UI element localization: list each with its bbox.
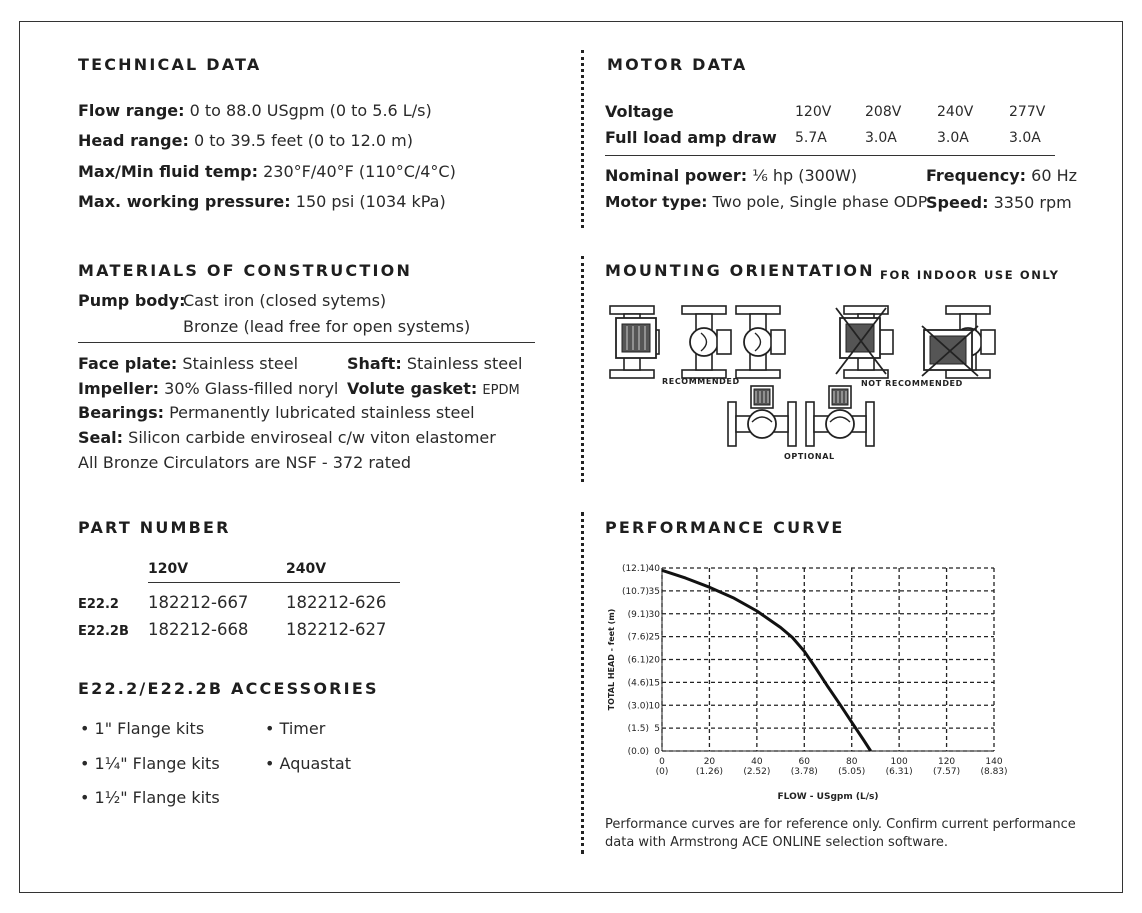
x-tick-label-metric: (8.83)	[980, 767, 1008, 777]
list-item: • Aquastat	[265, 754, 351, 773]
performance-footnote-2: data with Armstrong ACE ONLINE selection software.	[605, 835, 949, 850]
y-tick-label: 40	[648, 564, 660, 574]
technical-data-heading: TECHNICAL DATA	[78, 55, 262, 74]
seal-row: Seal: Silicon carbide enviroseal c/w viton elastomer	[78, 428, 496, 447]
y-tick-label: 20	[648, 655, 660, 666]
voltage-208: 208V	[865, 104, 902, 120]
y-tick-label-metric: (10.7)	[621, 586, 649, 597]
optional-caption: OPTIONAL	[784, 452, 835, 461]
x-tick-label: 120	[937, 757, 956, 767]
pump-body-label: Pump body:	[78, 291, 186, 310]
column-divider	[581, 256, 584, 482]
materials-divider	[78, 342, 535, 343]
face-plate-row: Face plate: Stainless steel	[78, 354, 299, 373]
indoor-use-note: FOR INDOOR USE ONLY	[880, 268, 1060, 282]
head-range-row: Head range: 0 to 39.5 feet (0 to 12.0 m)	[78, 131, 413, 150]
model-e22-2b: E22.2B	[78, 624, 129, 639]
x-tick-label: 100	[890, 757, 908, 767]
list-item: • 1" Flange kits	[80, 719, 205, 738]
nsf-rating: All Bronze Circulators are NSF - 372 rated	[78, 453, 411, 472]
y-tick-label-metric: (0.0)	[627, 747, 649, 757]
y-tick-label: 30	[648, 609, 660, 620]
list-item: • 1½" Flange kits	[80, 788, 220, 807]
recommended-caption: RECOMMENDED	[662, 377, 740, 386]
y-tick-label-metric: (9.1)	[627, 609, 649, 620]
col-header-240v: 240V	[286, 561, 327, 577]
x-tick-label-metric: (1.26)	[695, 767, 723, 777]
y-tick-label: 25	[648, 632, 660, 643]
x-tick-label: 140	[985, 757, 1003, 767]
pump-icon	[728, 386, 796, 446]
y-tick-label: 5	[654, 724, 660, 735]
x-tick-label: 40	[751, 757, 763, 767]
pump-icon	[682, 306, 731, 378]
pump-icon	[736, 306, 785, 378]
model-e22-2: E22.2	[78, 597, 119, 612]
x-tick-label: 60	[798, 757, 811, 767]
part-e22-2b-120v: 182212-668	[148, 620, 249, 639]
not-recommended-caption: NOT RECOMMENDED	[861, 379, 963, 388]
part-e22-2-240v: 182212-626	[286, 593, 387, 612]
performance-footnote-1: Performance curves are for reference only. Confirm current performance	[605, 817, 1076, 832]
y-tick-label-metric: (7.6)	[627, 632, 649, 643]
y-tick-label: 10	[648, 701, 660, 712]
x-tick-label-metric: (0)	[655, 767, 669, 777]
x-tick-label-metric: (7.57)	[933, 767, 961, 777]
speed-row: Speed: 3350 rpm	[926, 193, 1072, 212]
pump-icon	[610, 306, 659, 378]
accessories-heading: E22.2/E22.2B ACCESSORIES	[78, 679, 379, 698]
y-tick-label-metric: (6.1)	[627, 655, 649, 666]
x-tick-label: 80	[845, 757, 858, 767]
amp-120: 5.7A	[795, 130, 827, 146]
amp-draw-label: Full load amp draw	[605, 128, 777, 147]
pump-icon	[806, 386, 874, 446]
y-tick-label: 35	[648, 586, 660, 597]
y-tick-label-metric: (4.6)	[627, 678, 649, 689]
flow-range-row: Flow range: 0 to 88.0 USgpm (0 to 5.6 L/s)	[78, 101, 432, 120]
col-header-120v: 120V	[148, 561, 189, 577]
part-number-divider	[148, 582, 400, 583]
pump-body-bronze: Bronze (lead free for open systems)	[183, 317, 471, 336]
y-tick-label: 0	[654, 747, 660, 757]
frequency-row: Frequency: 60 Hz	[926, 166, 1078, 185]
x-tick-label: 20	[703, 757, 716, 767]
materials-heading: MATERIALS OF CONSTRUCTION	[78, 261, 413, 280]
voltage-label: Voltage	[605, 102, 674, 121]
amp-208: 3.0A	[865, 130, 897, 146]
mounting-heading: MOUNTING ORIENTATION	[605, 261, 875, 280]
pump-body-cast-iron: Cast iron (closed sytems)	[183, 291, 387, 310]
y-axis-title: TOTAL HEAD - feet (m)	[607, 608, 616, 711]
x-tick-label-metric: (2.52)	[743, 767, 771, 777]
x-tick-label-metric: (6.31)	[885, 767, 913, 777]
x-tick-label: 0	[659, 757, 665, 767]
column-divider	[581, 50, 584, 228]
motor-divider	[605, 155, 1055, 156]
column-divider	[581, 512, 584, 854]
voltage-120: 120V	[795, 104, 832, 120]
pump-icon	[840, 306, 893, 378]
bearings-row: Bearings: Permanently lubricated stainless steel	[78, 403, 475, 422]
part-e22-2b-240v: 182212-627	[286, 620, 387, 639]
performance-heading: PERFORMANCE CURVE	[605, 518, 845, 537]
list-item: • Timer	[265, 719, 326, 738]
voltage-240: 240V	[937, 104, 974, 120]
volute-gasket-row: Volute gasket: EPDM	[347, 379, 520, 398]
fluid-temp-row: Max/Min fluid temp: 230°F/40°F (110°C/4°C)	[78, 162, 456, 181]
part-number-heading: PART NUMBER	[78, 518, 231, 537]
working-pressure-row: Max. working pressure: 150 psi (1034 kPa)	[78, 192, 446, 211]
part-e22-2-120v: 182212-667	[148, 593, 249, 612]
performance-chart	[600, 555, 1020, 810]
series-line	[662, 570, 871, 751]
impeller-row: Impeller: 30% Glass-filled noryl	[78, 379, 339, 398]
y-tick-label-metric: (1.5)	[627, 724, 649, 735]
amp-277: 3.0A	[1009, 130, 1041, 146]
motor-data-heading: MOTOR DATA	[607, 55, 748, 74]
x-tick-label-metric: (3.78)	[790, 767, 818, 777]
x-tick-label-metric: (5.05)	[838, 767, 866, 777]
list-item: • 1¼" Flange kits	[80, 754, 220, 773]
y-tick-label-metric: (3.0)	[627, 701, 649, 712]
voltage-277: 277V	[1009, 104, 1046, 120]
nominal-power-row: Nominal power: ⅙ hp (300W)	[605, 166, 858, 185]
y-tick-label-metric: (12.1)	[621, 564, 649, 574]
amp-240: 3.0A	[937, 130, 969, 146]
y-tick-label: 15	[648, 678, 660, 689]
shaft-row: Shaft: Stainless steel	[347, 354, 523, 373]
motor-type-row: Motor type: Two pole, Single phase ODP	[605, 193, 928, 211]
x-axis-title: FLOW - USgpm (L/s)	[777, 792, 879, 802]
